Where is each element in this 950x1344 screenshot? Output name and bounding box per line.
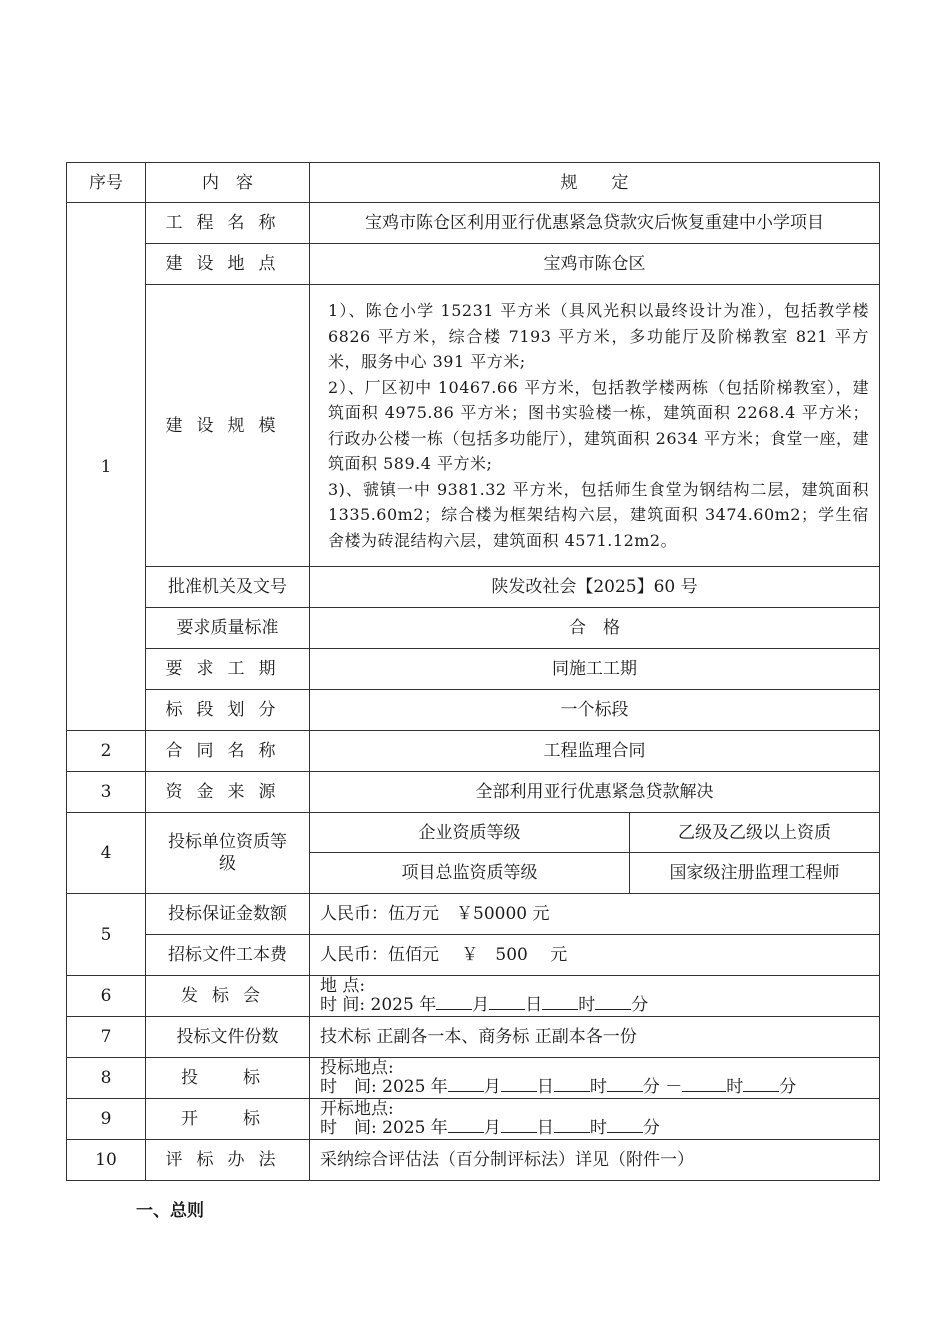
table-row xyxy=(67,608,880,649)
time-prefix: 时 间: 2025 年 xyxy=(320,995,437,1015)
blank-day[interactable] xyxy=(501,1118,537,1133)
project-name-label: 工程名称 xyxy=(146,203,310,244)
blank-minute[interactable] xyxy=(607,1077,643,1092)
release-meeting-value xyxy=(310,976,880,1017)
contract-name-value: 工程监理合同 xyxy=(310,731,880,772)
table-row xyxy=(67,731,880,772)
deposit-label: 投标保证金数额 xyxy=(146,894,310,935)
table-row xyxy=(67,203,880,244)
bid-label: 投 标 xyxy=(146,1058,310,1099)
deposit-value: 人民币：伍万元 ￥50000 元 xyxy=(310,894,880,935)
table-row xyxy=(67,1017,880,1058)
fund-source-value: 全部利用亚行优惠紧急贷款解决 xyxy=(310,772,880,813)
bid-value xyxy=(310,1058,880,1099)
unit-minute: 分 xyxy=(631,995,649,1015)
blank-month[interactable] xyxy=(448,1118,484,1133)
blank-month[interactable] xyxy=(436,995,472,1010)
row-number: 10 xyxy=(67,1140,146,1181)
row-number: 4 xyxy=(67,813,146,894)
row-number: 6 xyxy=(67,976,146,1017)
evaluation-label: 评标办法 xyxy=(146,1140,310,1181)
release-time xyxy=(320,995,871,1014)
scale-line-1: 1）、陈仓小学 15231 平方米（具风光积以最终设计为准），包括教学楼 6826 平方米，综合楼 7193 平方米，多功能厅及阶梯教室 821 平方米，服务中心 391 平方米; xyxy=(328,301,869,371)
location-label: 建设地点 xyxy=(146,244,310,285)
enterprise-qual-value: 乙级及乙级以上资质 xyxy=(630,813,880,853)
enterprise-qual-label: 企业资质等级 xyxy=(310,813,630,853)
blank-day[interactable] xyxy=(501,1077,537,1092)
table-row xyxy=(67,1140,880,1181)
location-value: 宝鸡市陈仓区 xyxy=(310,244,880,285)
header-rule: 规 定 xyxy=(310,163,880,203)
table-row xyxy=(67,976,880,1017)
section-label: 标段划分 xyxy=(146,690,310,731)
blank-hour[interactable] xyxy=(554,1077,590,1092)
tender-spec-table xyxy=(66,162,880,1181)
fund-source-label: 资金来源 xyxy=(146,772,310,813)
unit-month: 月 xyxy=(483,1118,501,1138)
period-value: 同施工工期 xyxy=(310,649,880,690)
qualification-label: 投标单位资质等级 xyxy=(146,813,310,894)
row-number: 3 xyxy=(67,772,146,813)
table-header-row xyxy=(67,163,880,203)
copies-label: 投标文件份数 xyxy=(146,1017,310,1058)
evaluation-value: 采纳综合评估法（百分制评标法）详见（附件一） xyxy=(310,1140,880,1181)
blank-minute[interactable] xyxy=(607,1118,643,1133)
scale-value xyxy=(310,285,880,567)
approval-label: 批准机关及文号 xyxy=(146,567,310,608)
header-no: 序号 xyxy=(67,163,146,203)
scale-line-3: 3)、虢镇一中 9381.32 平方米，包括师生食堂为钢结构二层，建筑面积 1335.60m2；综合楼为框架结构六层，建筑面积 3474.60m2；学生宿舍楼为砖混结构六层，建筑面积 4571.12m2。 xyxy=(328,479,869,550)
quality-value: 合 格 xyxy=(310,608,880,649)
opening-place: 开标地点: xyxy=(320,1099,394,1119)
section-heading: 一、总则 xyxy=(136,1201,204,1221)
period-label: 要求工期 xyxy=(146,649,310,690)
bid-place: 投标地点: xyxy=(320,1058,394,1078)
scale-label: 建设规模 xyxy=(146,285,310,567)
project-name-value: 宝鸡市陈仓区利用亚行优惠紧急贷款灾后恢复重建中小学项目 xyxy=(310,203,880,244)
row-number: 9 xyxy=(67,1099,146,1140)
director-qual-label: 项目总监资质等级 xyxy=(310,853,630,894)
row-number: 5 xyxy=(67,894,146,976)
opening-time xyxy=(320,1118,871,1137)
unit-hour: 时 xyxy=(578,995,596,1015)
table-row xyxy=(67,894,880,935)
blank-minute[interactable] xyxy=(595,995,631,1010)
release-meeting-label: 发标会 xyxy=(146,976,310,1017)
time-prefix: 时 间: 2025 年 xyxy=(320,1077,448,1097)
unit-minute: 分 xyxy=(642,1118,660,1138)
table-row xyxy=(67,244,880,285)
quality-label: 要求质量标准 xyxy=(146,608,310,649)
director-qual-value: 国家级注册监理工程师 xyxy=(630,853,880,894)
table-row xyxy=(67,1099,880,1140)
table-row xyxy=(67,772,880,813)
opening-value xyxy=(310,1099,880,1140)
unit-month: 月 xyxy=(472,995,490,1015)
unit-end-minute: 分 xyxy=(779,1077,797,1097)
blank-end-hour[interactable] xyxy=(682,1077,726,1092)
table-row xyxy=(67,1058,880,1099)
unit-hour: 时 xyxy=(589,1118,607,1138)
unit-minute: 分 xyxy=(642,1077,660,1097)
opening-label: 开 标 xyxy=(146,1099,310,1140)
row-number: 2 xyxy=(67,731,146,772)
contract-name-label: 合同名称 xyxy=(146,731,310,772)
header-content: 内 容 xyxy=(146,163,310,203)
unit-day: 日 xyxy=(525,995,543,1015)
unit-day: 日 xyxy=(536,1077,554,1097)
row-number: 7 xyxy=(67,1017,146,1058)
scale-line-2: 2）、厂区初中 10467.66 平方米，包括教学楼两栋（包括阶梯教室），建筑面积 4975.86 平方米；图书实验楼一栋，建筑面积 2268.4 平方米；行政办公楼一栋（包括多功能厅），建筑面积 2634 平方米；食堂一座，建筑面积 589.4 平方米; xyxy=(328,377,869,473)
table-row xyxy=(67,813,880,853)
blank-day[interactable] xyxy=(489,995,525,1010)
bid-time xyxy=(320,1077,871,1096)
row-number: 8 xyxy=(67,1058,146,1099)
table-row xyxy=(67,935,880,976)
copies-value: 技术标 正副各一本、商务标 正副本各一份 xyxy=(310,1017,880,1058)
doc-fee-value: 人民币：伍佰元 ￥ 500 元 xyxy=(310,935,880,976)
unit-hour: 时 xyxy=(589,1077,607,1097)
approval-value: 陕发改社会【2025】60 号 xyxy=(310,567,880,608)
section-value: 一个标段 xyxy=(310,690,880,731)
doc-fee-label: 招标文件工本费 xyxy=(146,935,310,976)
table-row xyxy=(67,567,880,608)
table-row xyxy=(67,649,880,690)
blank-end-minute[interactable] xyxy=(743,1077,779,1092)
release-place: 地 点: xyxy=(320,976,366,996)
time-prefix: 时 间: 2025 年 xyxy=(320,1118,448,1138)
table-row xyxy=(67,285,880,567)
unit-month: 月 xyxy=(483,1077,501,1097)
blank-hour[interactable] xyxy=(554,1118,590,1133)
row-number: 1 xyxy=(67,203,146,731)
unit-end-hour: 时 xyxy=(726,1077,744,1097)
range-dash: － xyxy=(665,1077,683,1097)
unit-day: 日 xyxy=(536,1118,554,1138)
blank-month[interactable] xyxy=(448,1077,484,1092)
table-row xyxy=(67,690,880,731)
blank-hour[interactable] xyxy=(542,995,578,1010)
